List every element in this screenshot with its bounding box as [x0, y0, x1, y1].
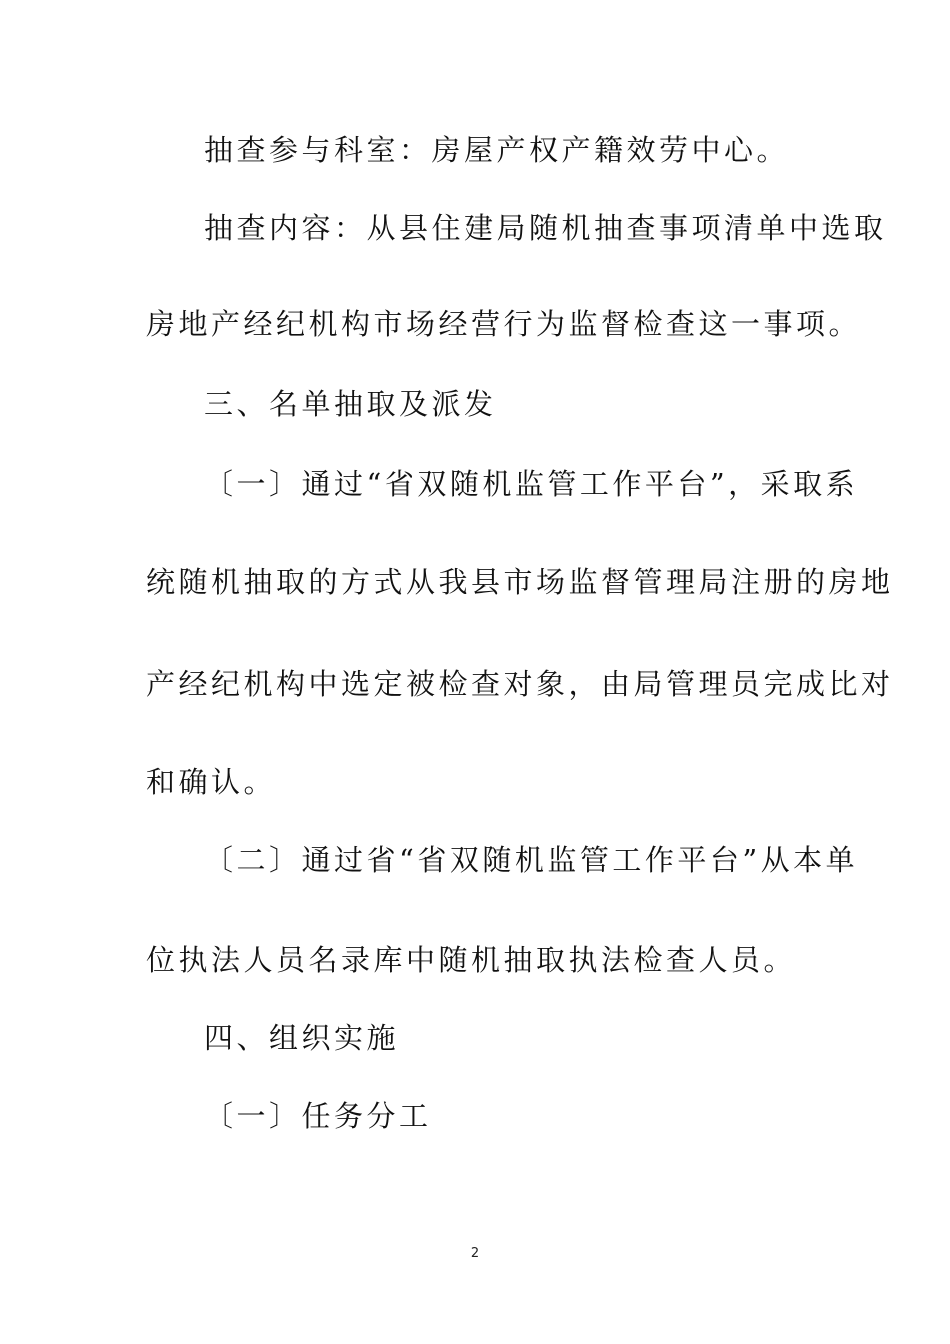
paragraph-line-inspection-content: 抽查内容：从县住建局随机抽查事项清单中选取 — [204, 211, 887, 245]
section-heading-list-extraction: 三、名单抽取及派发 — [204, 387, 497, 421]
paragraph-line-item-1: 〔一〕通过“省双随机监管工作平台”，采取系 — [204, 467, 859, 501]
page-number: 2 — [470, 1246, 480, 1261]
paragraph-line-item-1-cont-2: 产经纪机构中选定被检查对象，由局管理员完成比对 — [146, 667, 894, 701]
paragraph-line-item-1-cont-3: 和确认。 — [146, 765, 277, 799]
paragraph-line-item-2: 〔二〕通过省“省双随机监管工作平台”从本单 — [204, 843, 859, 877]
paragraph-line-inspection-content-cont: 房地产经纪机构市场经营行为监督检查这一事项。 — [146, 307, 862, 341]
subsection-heading-task-division: 〔一〕任务分工 — [204, 1099, 432, 1133]
section-heading-organization: 四、组织实施 — [204, 1021, 400, 1055]
paragraph-line-item-1-cont-1: 统随机抽取的方式从我县市场监督管理局注册的房地 — [146, 565, 894, 599]
paragraph-line-item-2-cont: 位执法人员名录库中随机抽取执法检查人员。 — [146, 943, 797, 977]
paragraph-line-inspection-department: 抽查参与科室：房屋产权产籍效劳中心。 — [204, 133, 790, 167]
